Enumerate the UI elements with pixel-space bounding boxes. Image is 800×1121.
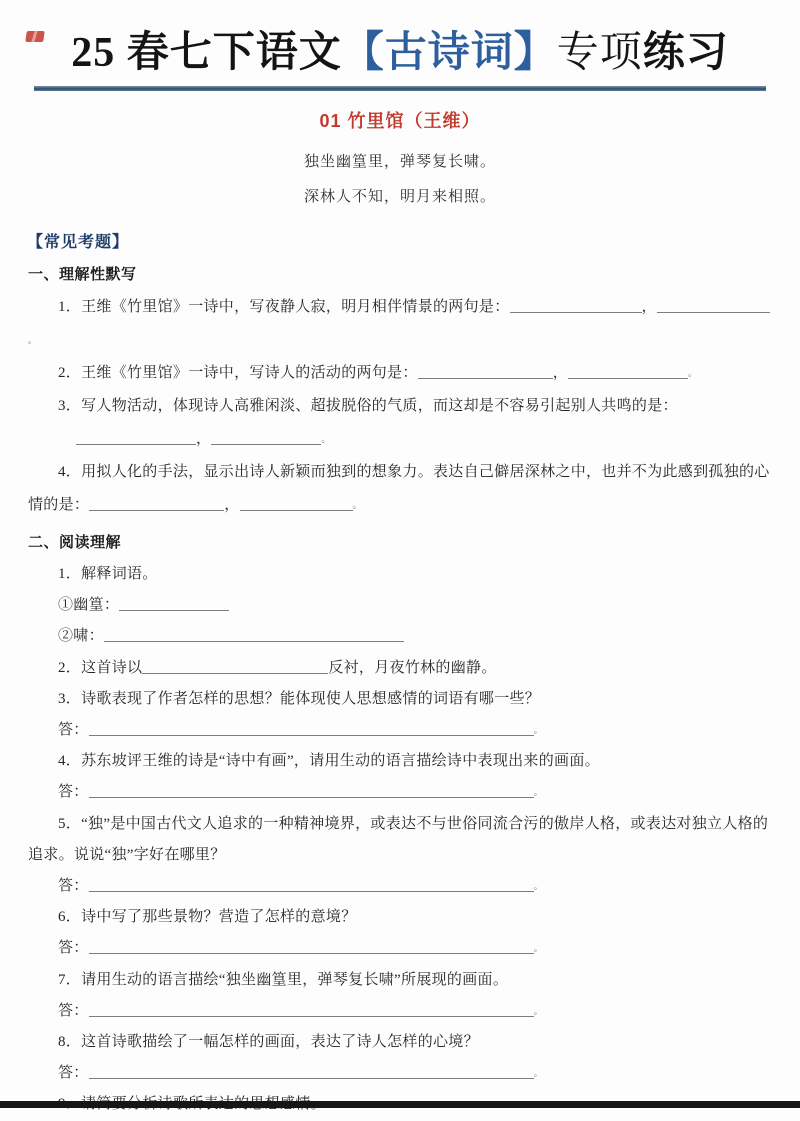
- period: 。: [533, 787, 543, 798]
- title-part-term: 25 春: [71, 30, 170, 76]
- answer-label: 答：: [58, 784, 89, 801]
- part2-answer-4: [58, 777, 772, 808]
- poem-line-1: 独坐幽篁里，弹琴复长啸。: [303, 154, 496, 170]
- question-text: 1．解释词语。: [58, 566, 158, 582]
- question-text: 6．诗中写了那些景物？营造了怎样的意境？: [58, 909, 357, 926]
- question-text: 7．请用生动的语言描绘“独坐幽篁里，弹琴复长啸”所展现的画面。: [58, 971, 509, 988]
- answer-label: 答：: [58, 1065, 89, 1082]
- question-text: 2．这首诗以: [58, 659, 143, 676]
- red-stamp-icon: [25, 31, 45, 42]
- answer-label: 答：: [58, 878, 89, 895]
- part1-question-1: [28, 291, 772, 357]
- part2-answer-3: [58, 715, 772, 746]
- lesson-title: 01 竹里馆（王维）: [319, 111, 481, 131]
- part2-question-6: [58, 902, 772, 933]
- answer-blank: [89, 722, 534, 736]
- answer-blank: [568, 365, 688, 379]
- part2-question-7: [58, 965, 772, 996]
- part2-question-2: [58, 653, 772, 684]
- page-bottom-edge: [0, 1101, 800, 1108]
- separator: ，: [641, 299, 657, 315]
- answer-blank: [89, 1065, 534, 1079]
- answer-blank: [211, 431, 321, 445]
- period: 。: [352, 500, 362, 510]
- title-part-special: 专项: [556, 30, 643, 76]
- worksheet-content: [28, 258, 772, 1121]
- question-text: 3．诗歌表现了作者怎样的思想？能体现使人思想感情的词语有哪一些？: [58, 690, 541, 707]
- term-label: ①幽篁：: [58, 597, 120, 614]
- answer-blank: [89, 497, 224, 511]
- part1-question-4: [28, 456, 772, 522]
- answer-blank: [142, 660, 328, 674]
- section-header: 【常见考题】: [27, 234, 130, 251]
- separator: ，: [552, 365, 569, 381]
- period: 。: [321, 434, 331, 444]
- poem-block: [0, 145, 800, 215]
- answer-blank: [418, 365, 553, 379]
- period: 。: [533, 1005, 543, 1016]
- term-label: ②啸：: [58, 628, 104, 645]
- part2-answer-5: [58, 871, 772, 902]
- answer-label: 答：: [58, 940, 89, 957]
- question-text: 2．王维《竹里馆》一诗中，写诗人的活动的两句是：: [58, 365, 418, 381]
- title-part-practice: 练习: [642, 28, 729, 75]
- poem-line-2: 深林人不知，明月来相照。: [303, 189, 496, 205]
- part2-answer-7: [58, 996, 772, 1027]
- part1-question-2: [28, 357, 772, 390]
- answer-blank: [89, 878, 534, 892]
- part2-question-4: [58, 746, 772, 777]
- title-divider: [34, 86, 766, 91]
- period: 。: [688, 368, 698, 378]
- question-text: 4．用拟人化的手法，显示出诗人新颖而独到的想象力。表达自己僻居深林之中，也并不为此感到孤独的心情的是：: [28, 464, 770, 513]
- part2-questions: [28, 559, 772, 1121]
- answer-blank: [119, 597, 229, 611]
- worksheet-page: [0, 25, 800, 1108]
- period: 。: [533, 1068, 543, 1079]
- part1-question-3: [28, 390, 772, 423]
- period: 。: [533, 943, 543, 954]
- answer-label: 答：: [58, 1002, 89, 1019]
- part2-question-5: [28, 809, 772, 871]
- answer-blank: [510, 299, 642, 313]
- part1-heading: 一、理解性默写: [28, 266, 137, 283]
- answer-blank: [76, 431, 196, 445]
- question-text: 8．这首诗歌描绘了一幅怎样的画面，表达了诗人怎样的心境？: [58, 1034, 479, 1051]
- answer-blank: [240, 497, 353, 511]
- question-text: 5．“独”是中国古代文人追求的一种精神境界，或表达不与世俗同流合污的傲岸人格，或表达对独立人格的追求。说说“独”字好在哪里？: [28, 815, 769, 863]
- answer-blank: [89, 784, 534, 798]
- part2-question-3: [58, 684, 772, 715]
- separator: ，: [196, 431, 212, 447]
- page-title: [30, 25, 770, 80]
- answer-blank: [657, 299, 770, 313]
- period: 。: [28, 335, 38, 345]
- question-text: 3．写人物活动，体现诗人高雅闲淡、超拔脱俗的气质，而这却是不容易引起别人共鸣的是：: [58, 398, 678, 414]
- question-text: 反衬，月夜竹林的幽静。: [328, 659, 497, 676]
- part1-question-3-blanks: [76, 423, 772, 456]
- title-part-topic: 【古诗词】: [341, 28, 557, 75]
- part2-question-1-sub1: [58, 590, 772, 621]
- question-text: 1．王维《竹里馆》一诗中，写夜静人寂，明月相伴情景的两句是：: [58, 299, 510, 315]
- period: 。: [533, 725, 543, 736]
- answer-blank: [89, 940, 534, 954]
- separator: ，: [224, 497, 240, 513]
- part2-answer-8: [58, 1058, 772, 1089]
- title-part-grade: 七下语文: [169, 28, 342, 75]
- part2-heading: 二、阅读理解: [28, 534, 122, 551]
- part2-question-1-sub2: [58, 621, 772, 652]
- answer-blank: [89, 1003, 534, 1017]
- answer-label: 答：: [58, 722, 89, 739]
- question-text: 4．苏东坡评王维的诗是“诗中有画”，请用生动的语言描绘诗中表现出来的画面。: [58, 753, 600, 770]
- part2-question-1: [58, 559, 772, 590]
- part2-question-8: [58, 1027, 772, 1058]
- answer-blank: [104, 628, 404, 642]
- period: 。: [533, 881, 543, 892]
- part2-answer-6: [58, 933, 772, 964]
